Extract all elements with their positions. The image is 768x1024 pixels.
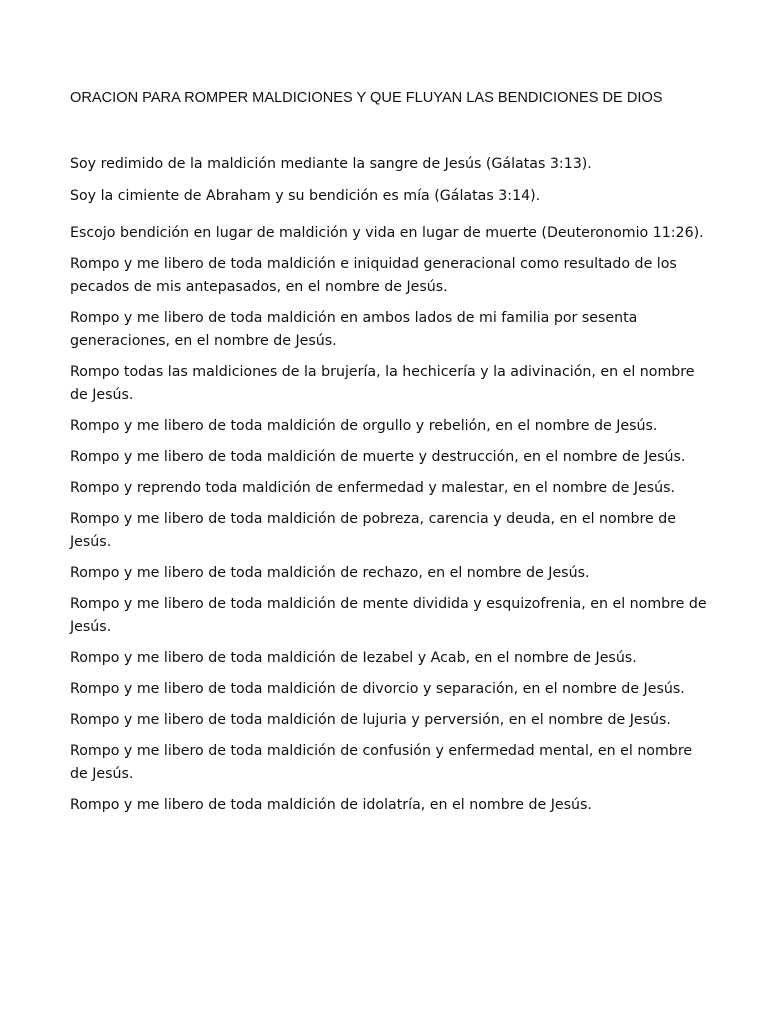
prayer-line: Soy la cimiente de Abraham y su bendición es mía (Gálatas 3:14).: [70, 188, 541, 204]
document-title: ORACION PARA ROMPER MALDICIONES Y QUE FLUYAN LAS BENDICIONES DE DIOS: [70, 90, 663, 106]
prayer-line: Rompo y me libero de toda maldición de muerte y destrucción, en el nombre de Jesús.: [70, 449, 686, 465]
prayer-line: Escojo bendición en lugar de maldición y vida en lugar de muerte (Deuteronomio 11:26).: [70, 225, 704, 241]
prayer-line: Rompo y me libero de toda maldición e iniquidad generacional como resultado de los pecados de mis antepasados, en el nombre de Jesús.: [70, 256, 677, 295]
prayer-line: Soy redimido de la maldición mediante la sangre de Jesús (Gálatas 3:13).: [70, 156, 592, 172]
prayer-line: Rompo y me libero de toda maldición de pobreza, carencia y deuda, en el nombre de Jesús.: [70, 511, 677, 550]
prayer-line: Rompo y me libero de toda maldición de rechazo, en el nombre de Jesús.: [70, 565, 590, 581]
prayer-line: Rompo y me libero de toda maldición de Iezabel y Acab, en el nombre de Jesús.: [70, 650, 637, 666]
prayer-line: Rompo y me libero de toda maldición en ambos lados de mi familia por sesenta generaciones, en el nombre de Jesús.: [70, 310, 638, 349]
prayer-line: Rompo y me libero de toda maldición de lujuria y perversión, en el nombre de Jesús.: [70, 712, 671, 728]
prayer-line: Rompo y me libero de toda maldición de idolatría, en el nombre de Jesús.: [70, 797, 592, 813]
prayer-line: Rompo y me libero de toda maldición de divorcio y separación, en el nombre de Jesús.: [70, 681, 685, 697]
prayer-line: Rompo y me libero de toda maldición de orgullo y rebelión, en el nombre de Jesús.: [70, 418, 658, 434]
prayer-line: Rompo todas las maldiciones de la brujería, la hechicería y la adivinación, en el nombre de Jesús.: [70, 364, 695, 403]
prayer-line: Rompo y me libero de toda maldición de confusión y enfermedad mental, en el nombre de Jesús.: [70, 743, 693, 782]
prayer-line: Rompo y reprendo toda maldición de enfermedad y malestar, en el nombre de Jesús.: [70, 480, 676, 496]
prayer-line: Rompo y me libero de toda maldición de mente dividida y esquizofrenia, en el nombre de Jesús.: [70, 596, 707, 635]
prayer-body: [70, 153, 708, 817]
